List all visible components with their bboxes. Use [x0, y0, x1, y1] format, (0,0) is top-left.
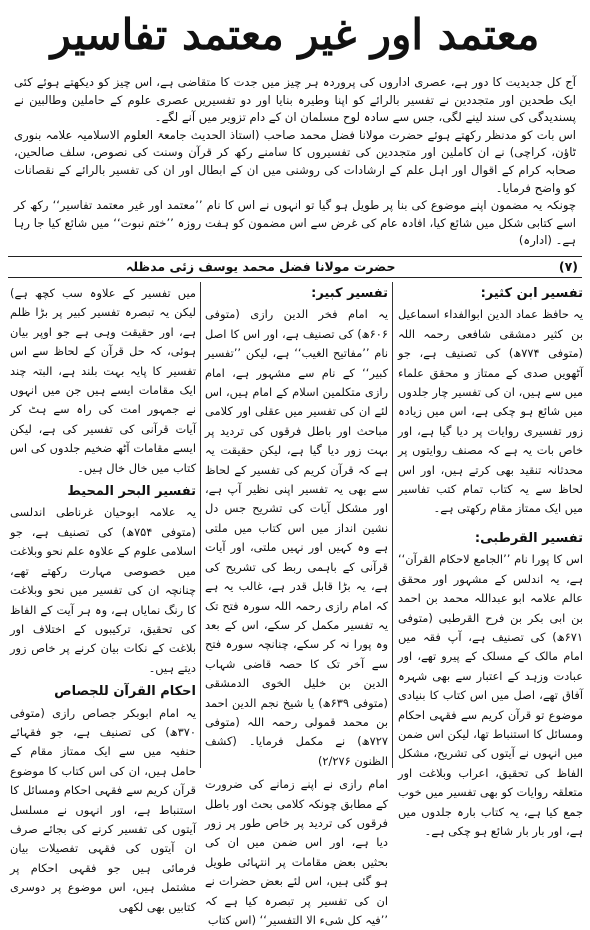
intro-paragraph: چونکہ یہ مضمون اپنے موضوع کی بنا پر طویل ہو گیا تو انہوں نے اس کا نام ’’معتمد اور غیر معتمد تفاسیر‘‘ رکھ کر اسے کتابی شکل میں شائع کیا، افادہ عام کی غرض سے اس مضمون کو ہفت روزہ ’’ختم نبوت‘‘ میں شائع کیا جا رہا ہے۔ (ادارہ)	[14, 198, 576, 248]
column-divider	[392, 282, 393, 768]
author-name: حضرت مولانا فضل محمد یوسف زئی مدظلہ	[126, 259, 396, 274]
intro-paragraph: آج کل جدیدیت کا دور ہے، عصری اداروں کی پروردہ ہر چیز میں جدت کا متقاضی ہے، اس چیز کو دیکھتے ہوئے کئی ایک طحدین اور متجددین نے تفسیر بالرائے کو اپنا وطیرہ بنایا اور دو تفسیریں عصری علوم کے حاملین وطالبین نے پسندیدگی کی سند لینے لگی، جس سے سادہ لوح مسلمان ان کے دام تزویر میں آنے لگے۔	[14, 75, 576, 125]
page-title: معتمد اور غیر معتمد تفاسیر	[50, 10, 540, 59]
column-middle	[205, 284, 388, 927]
section-paragraph: یہ امام فخر الدین رازی (متوفی ۶۰۶ھ) کی تصنیف ہے، اور اس کا اصل نام ’’مفاتیح الغیب‘‘ ہے، لیکن ’’تفسیر کبیر‘‘ کے نام سے مشہور ہے، امام رازی متکلمین اسلام کے امام ہیں، اس لئے ان کی تفسیر میں عقلی اور کلامی مباحث اور باطل فرقوں کی تردید پر بہت زور دیا گیا ہے، لیکن حقیقت یہ ہے کہ قرآن کریم کی تفسیر کے لحاظ سے بھی یہ تفسیر اپنی نظیر آپ ہے، اور مشکل آیات کی تشریح جس دل نشین انداز میں اس کتاب میں ملتی ہے وہ کہیں اور نہیں ملتی، اور آیات قرآنی کے باہمی ربط کی تشریح کی ہے، یہ بڑا قابل قدر ہے، غالب یہ ہے کہ امام رازی رحمہ اللہ سورہ فتح تک یہ تفسیر مکمل کر سکے، اس کے بعد وہ پورا نہ کر سکے، چنانچہ سورہ فتح سے آخر تک کا حصہ قاضی شہاب الدین بن خلیل الخوی الدمشقی (متوفی ۶۳۹ھ) یا شیخ نجم الدین احمد بن محمد قمولی رحمہ اللہ (متوفی ۷۲۷ھ) نے مکمل فرمایا۔ (کشف الظنون ۲/۲۷۶)	[205, 307, 388, 768]
column-right	[398, 284, 583, 838]
byline-bar	[8, 256, 582, 278]
page-number: (۷)	[558, 259, 578, 274]
section-paragraph: یہ حافظ عماد الدین ابوالفداء اسماعیل بن کثیر دمشقی شافعی رحمہ اللہ (متوفی ۷۷۴ھ) کی تصنیف ہے، جو آٹھویں صدی کے ممتاز و محقق علماء میں سے ہیں، ان کی تفسیر چار جلدوں میں شائع ہو چکی ہے، اس میں زیادہ زور تفسیری روایات پر دیا گیا ہے، اور خاص بات یہ ہے کہ مصنف روایتوں پر محدثانہ تنقید بھی کرتے ہیں، اور اس لحاظ سے یہ کتاب تمام کتب تفاسیر میں ایک ممتاز مقام رکھتی ہے۔	[398, 307, 583, 516]
intro-paragraph: اس بات کو مدنظر رکھتے ہوئے حضرت مولانا فضل محمد صاحب (استاذ الحدیث جامعۃ العلوم الاسلامیہ علامہ بنوری ٹاؤن، کراچی) نے ان کاملین اور متجددین کی تفسیروں کا سامنے رکھ کر قرآن وسنت کی نصوص، سلف صالحین، صحابہ کرام کے اقوال اور اہل علم کے ارشادات کی روشنی میں ان کے ابطال اور ان کی تفسیر بالرائے کے نقصانات کو واضح فرمایا۔	[14, 127, 576, 195]
column-divider	[200, 282, 201, 768]
column-left	[10, 284, 196, 914]
section-paragraph: اس کا پورا نام ’’الجامع لاحکام القرآن‘‘ ہے، یہ اندلس کے مشہور اور محقق عالم علامہ ابو عبداللہ محمد بن احمد بن ابی بکر بن فرح القرطبی (متوفی ۶۷۱ھ) کی تصنیف ہے، آپ فقہ میں امام مالک کے مسلک کے پیرو تھے، اور عبادت وزہد کے اعتبار سے بھی شہرہ آفاق تھے، اصل میں اس کتاب کا بنیادی موضوع تو قرآن کریم سے فقہی احکام ومسائل کا استنباط تھا، لیکن اس ضمن میں انہوں نے آیتوں کی تشریح، مشکل الفاظ کی تحقیق، اعراب وبلاغت اور متعلقہ روایات کو بھی تفسیر میں خوب جمع کیا ہے، یہ کتاب بارہ جلدوں میں ہے، اور بار بار شائع ہو چکی ہے۔	[398, 552, 583, 838]
section-heading: تفسیر کبیر:	[311, 286, 388, 301]
section-heading: احکام القرآن للجصاص	[54, 684, 196, 700]
section-paragraph: امام رازی نے اپنے زمانے کی ضرورت کے مطابق چونکہ کلامی بحث اور باطل فرقوں کی تردید پر خاص طور پر زور دیا ہے، اور اس ضمن میں ان کی بحثیں بعض مقامات پر انتہائی طویل ہو گئی ہیں، اس لئے بعض حضرات نے ان کی تفسیر پر تبصرہ کیا ہے کہ ’’فیہ کل شیء الا التفسیر‘‘ (اس کتاب	[205, 777, 388, 927]
section-paragraph: یہ علامہ ابوحیان غرناطی اندلسی (متوفی ۷۵۴ھ) کی تصنیف ہے، جو اسلامی علوم کے علاوہ علم نحو وبلاغت میں خصوصی مہارت رکھتے تھے، چنانچہ ان کی تفسیر میں نحو وبلاغت کا رنگ نمایاں ہے، وہ ہر آیت کے الفاظ کی تحقیق، ترکیبوں کے اختلاف اور بلاغت کے نکات بیان کرنے پر خاص زور دیتے ہیں۔	[10, 505, 196, 675]
section-paragraph: یہ امام ابوبکر جصاص رازی (متوفی ۳۷۰ھ) کی تصنیف ہے، جو فقہائے حنفیہ میں سے ایک ممتاز مقام کے حامل ہیں، ان کی اس کتاب کا موضوع قرآن کریم سے فقہی احکام ومسائل کا استنباط ہے، اور انہوں نے مسلسل آیتوں کی تفسیر کرنے کی بجائے صرف ان آیتوں کی فقہی تفصیلات بیان فرمائی ہیں جو فقہی احکام پر مشتمل ہیں، اس موضوع پر دوسری کتابیں بھی لکھی	[10, 705, 196, 914]
section-heading: تفسیر البحر المحیط	[67, 484, 196, 500]
section-paragraph: میں تفسیر کے علاوہ سب کچھ ہے) لیکن یہ تبصرہ تفسیر کبیر پر بڑا ظلم ہے، اور حقیقت وہی ہے جو اوپر بیان ہوئی، کہ حل قرآن کے لحاظ سے اس تفسیر کا پایہ بہت بلند ہے، البتہ چند ایک مقامات ایسے ہیں جن میں انہوں نے جمہور امت کی راہ سے ہٹ کر آیات قرآنی کی تفسیر کی ہے، لیکن ایسے مقامات آٹھ ضخیم جلدوں کی اس کتاب میں خال خال ہیں۔	[10, 286, 196, 475]
section-heading: تفسیر ابن کثیر:	[480, 286, 583, 301]
section-heading: تفسیر القرطبی:	[474, 530, 583, 546]
intro-block	[14, 74, 576, 254]
